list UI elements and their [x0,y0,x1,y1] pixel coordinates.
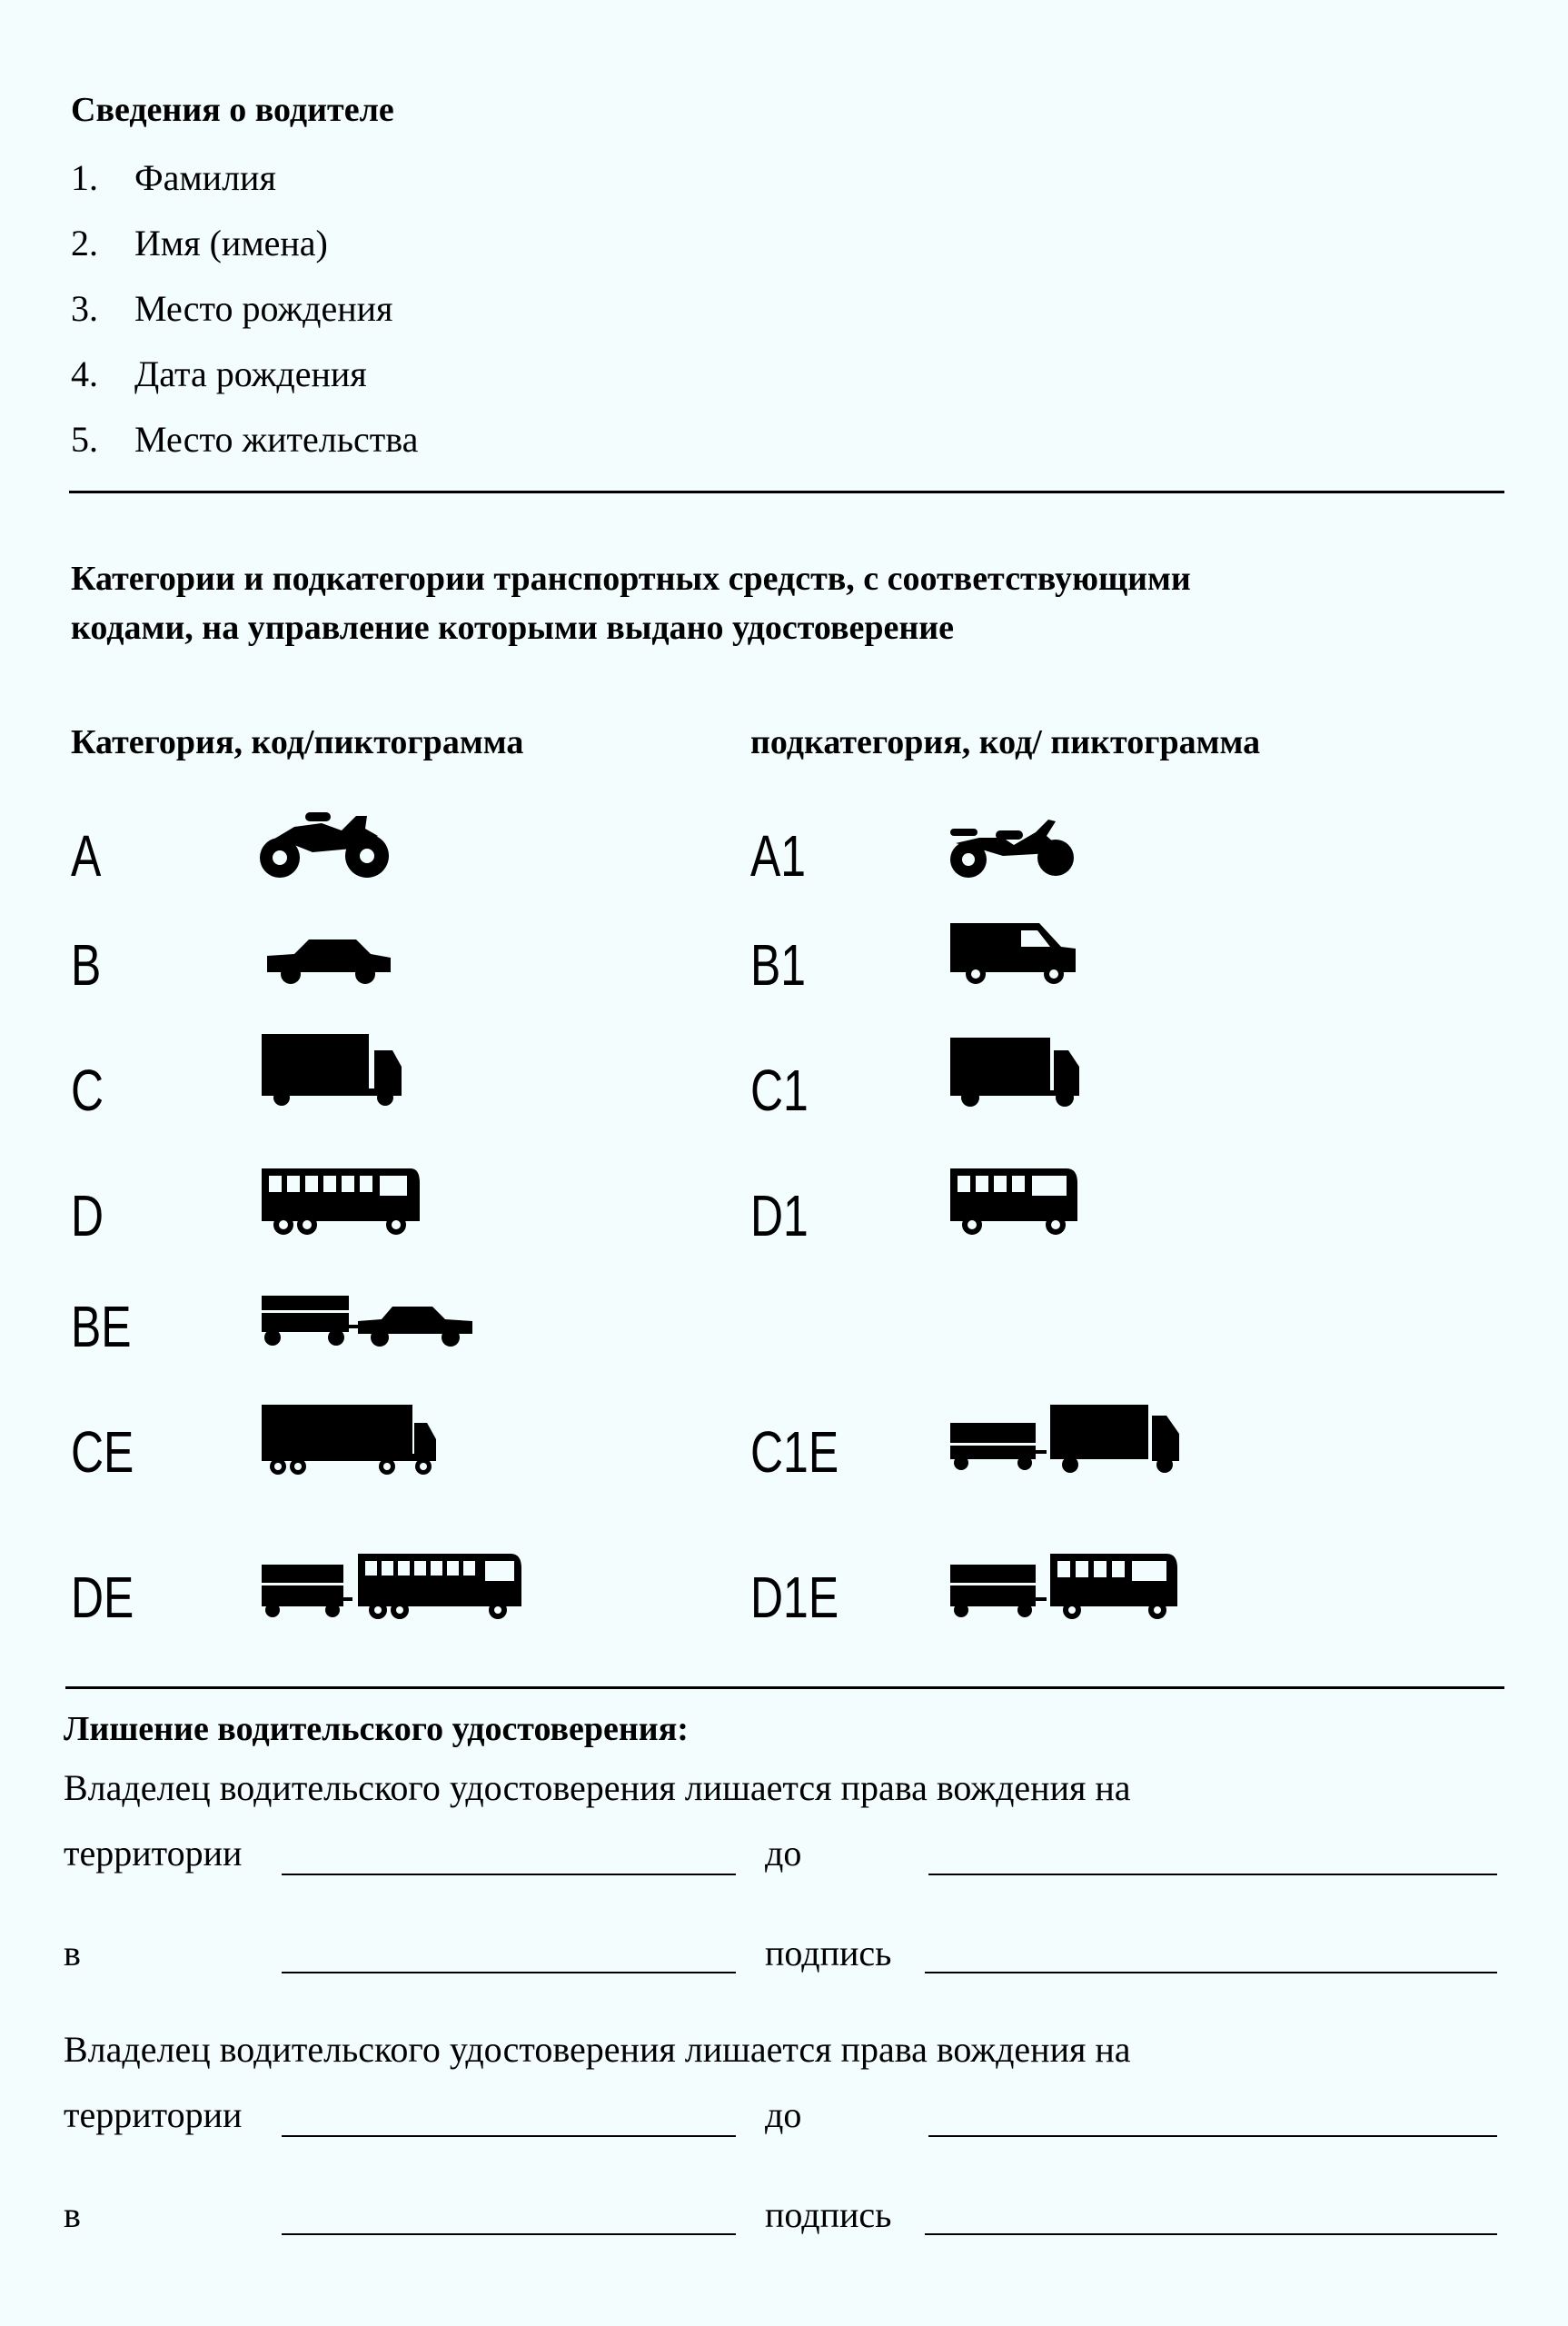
until-field[interactable] [928,2135,1497,2137]
field-label: Имя (имена) [134,223,328,263]
field-residence [71,418,418,461]
category-code-ce: CE [71,1419,134,1485]
field-number: 3. [71,288,98,329]
until-field[interactable] [928,1874,1497,1875]
field-label: Место жительства [134,419,419,460]
deprivation-statement: Владелец водительского удостоверения лишается права вождения на [64,1767,1131,1808]
categories-title-line2: кодами, на управление которыми выдано удостоверение [71,609,954,647]
driver-section-title: Сведения о водителе [71,91,394,129]
field-birthdate [71,353,367,395]
small-truck-icon [948,1036,1083,1108]
until-label: до [765,1833,802,1874]
territory-label: территории [64,2094,243,2135]
trailer-bus-icon [260,1552,523,1623]
subcategory-code-a1: A1 [750,823,807,889]
signature-label: подпись [765,2194,892,2235]
motorcycle-icon [258,807,391,880]
in-field[interactable] [282,1972,736,1973]
van-icon [948,921,1079,987]
category-code-d: D [71,1183,104,1248]
trailer-minibus-icon [948,1552,1181,1623]
car-icon [262,936,394,985]
category-column-header: Категория, код/пиктограмма [71,723,524,761]
territory-field[interactable] [282,1874,736,1875]
in-label: в [64,1933,81,1973]
field-label: Фамилия [134,157,276,198]
categories-title-line1: Категории и подкатегории транспортных средств, с соответствующими [71,560,1191,598]
field-surname [71,156,276,199]
section-divider [65,1686,1504,1689]
subcategory-code-b1: B1 [750,932,807,998]
until-label: до [765,2094,802,2135]
signature-field[interactable] [925,2233,1497,2235]
in-label: в [64,2194,81,2235]
deprivation-title: Лишение водительского удостоверения: [64,1710,689,1748]
category-code-c: C [71,1058,104,1123]
subcategory-code-d1e: D1E [750,1565,839,1630]
signature-label: подпись [765,1933,892,1973]
truck-trailer-icon [260,1403,438,1477]
field-given-names [71,222,328,264]
signature-field[interactable] [925,1972,1497,1973]
section-divider [69,491,1504,493]
deprivation-statement: Владелец водительского удостоверения лишается права вождения на [64,2029,1131,2070]
subcategory-code-c1e: C1E [750,1419,839,1485]
field-birthplace [71,287,392,330]
category-code-b: B [71,932,102,998]
subcategory-code-d1: D1 [750,1183,809,1248]
trailer-small-truck-icon [948,1403,1183,1477]
subcategory-code-c1: C1 [750,1058,809,1123]
field-label: Место рождения [134,288,393,329]
territory-field[interactable] [282,2135,736,2137]
category-code-a: A [71,823,102,889]
field-number: 1. [71,157,98,198]
category-code-be: BE [71,1294,132,1359]
field-label: Дата рождения [134,353,367,394]
category-code-de: DE [71,1565,134,1630]
in-field[interactable] [282,2233,736,2235]
truck-icon [260,1032,405,1107]
bus-icon [260,1167,422,1236]
field-number: 2. [71,223,98,263]
subcategory-column-header: подкатегория, код/ пиктограмма [750,723,1261,761]
trailer-car-icon [260,1292,476,1350]
field-number: 5. [71,419,98,460]
territory-label: территории [64,1833,243,1874]
light-motorcycle-icon [948,810,1076,880]
minibus-icon [948,1167,1079,1236]
field-number: 4. [71,353,98,394]
